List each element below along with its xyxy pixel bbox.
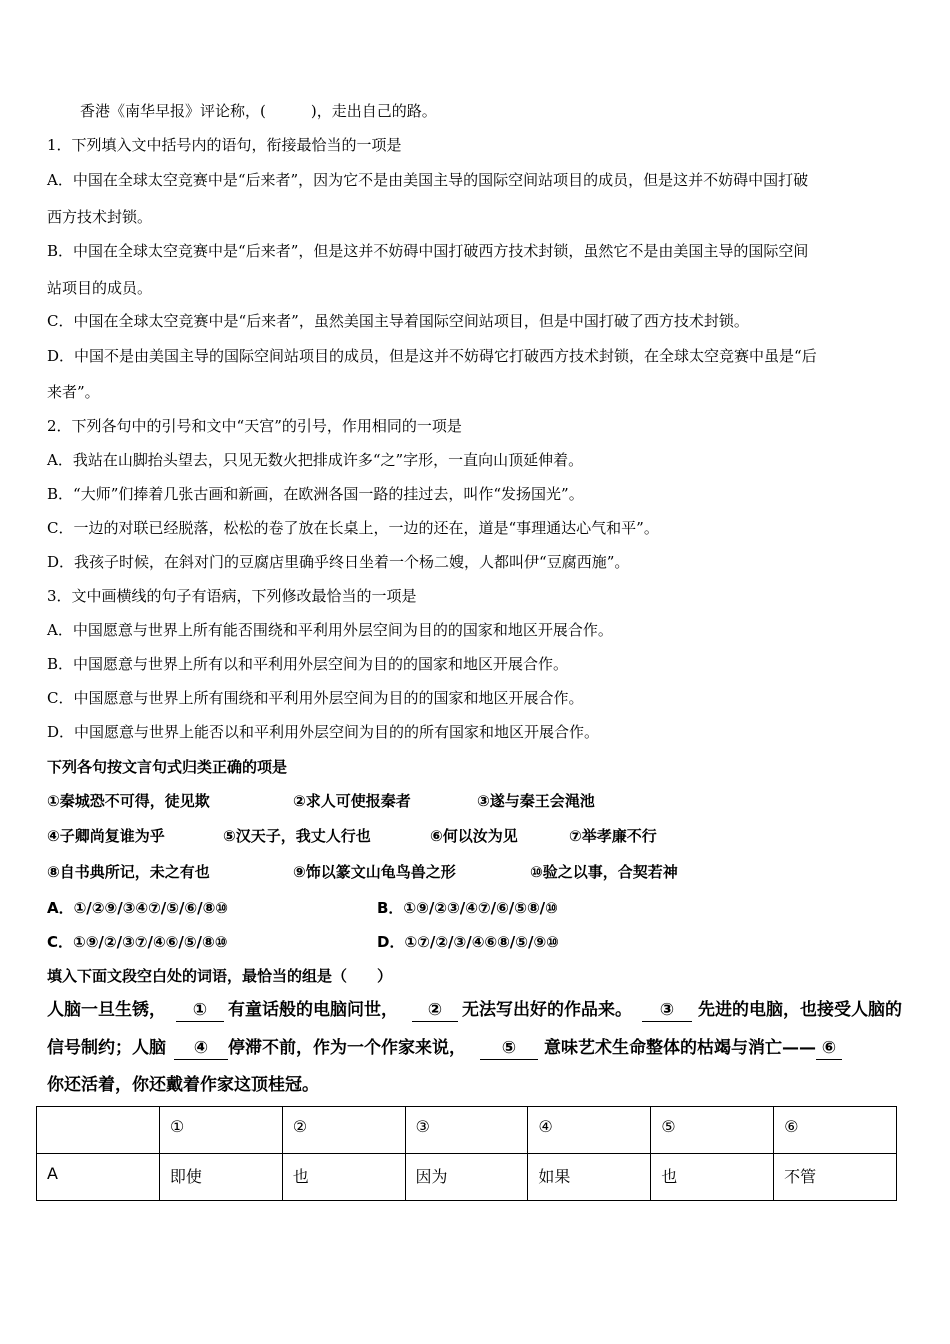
blank-3: ③ [642,999,692,1022]
q4-option-c: C．①⑨/②/③⑦/④⑥/⑤/⑧⑩ [47,933,228,951]
q1-option-c: C．中国在全球太空竞赛中是“后来者”，虽然美国主导着国际空间站项目，但是中国打破了西方技术封锁。 [47,312,749,330]
q2-stem: 2．下列各句中的引号和文中“天宫”的引号，作用相同的一项是 [47,417,462,435]
table-cell: ④ [528,1107,651,1154]
table-cell: 不管 [774,1154,897,1201]
table-cell: 即使 [159,1154,282,1201]
table-cell: ① [159,1107,282,1154]
q4-sentence-7: ⑦举孝廉不行 [569,827,657,845]
table-cell [37,1107,160,1154]
intro-text: 香港《南华早报》评论称，( )，走出自己的路。 [80,102,437,120]
q2-option-a: A．我站在山脚抬头望去，只见无数火把排成许多“之”字形，一直向山顶延伸着。 [47,451,584,469]
q4-option-a: A．①/②⑨/③④⑦/⑤/⑥/⑧⑩ [47,899,229,917]
blank-2: ② [412,999,458,1022]
blank-5: ⑤ [480,1037,538,1060]
q3-option-c: C．中国愿意与世界上所有围绕和平利用外层空间为目的的国家和地区开展合作。 [47,689,584,707]
q3-option-a: A．中国愿意与世界上所有能否围绕和平利用外层空间为目的的国家和地区开展合作。 [47,621,613,639]
q5-text-segment: 无法写出好的作品来。 [462,1000,632,1020]
q4-option-b: B．①⑨/②③/④⑦/⑥/⑤⑧/⑩ [377,899,558,917]
q5-text-segment: 人脑一旦生锈， [47,1000,166,1020]
q4-sentences-row1 [47,790,910,812]
q5-text-segment: 意味艺术生命整体的枯竭与消亡—— [544,1038,816,1058]
q4-sentence-3: ③遂与秦王会渑池 [477,792,595,810]
q5-text-segment: 先进的电脑，也接受人脑的 [698,1000,902,1020]
q4-sentence-5: ⑤汉天子，我丈人行也 [223,827,371,845]
q5-stem: 填入下面文段空白处的词语，最恰当的组是（ ） [47,967,393,985]
q4-sentences-row3 [47,861,910,883]
q4-sentence-9: ⑨饰以篆文山龟鸟兽之形 [293,863,456,881]
q5-text-segment: 停滞不前，作为一个作家来说， [228,1038,466,1058]
blank-6: ⑥ [816,1037,842,1060]
q1-option-b: B．中国在全球太空竞赛中是“后来者”，但是这并不妨碍中国打破西方技术封锁，虽然它不是由美国主导的国际空间 [47,242,809,260]
table-cell: 因为 [405,1154,528,1201]
answer-table [36,1106,897,1201]
q1-option-a-cont: 西方技术封锁。 [47,208,153,226]
q5-passage-line1 [47,999,910,1022]
table-cell: ⑥ [774,1107,897,1154]
q4-sentences-row2 [47,825,910,847]
q4-sentence-10: ⑩验之以事，合契若神 [530,863,678,881]
q1-stem: 1．下列填入文中括号内的语句，衔接最恰当的一项是 [47,136,402,154]
q2-option-c: C．一边的对联已经脱落，松松的卷了放在长桌上，一边的还在，道是“事理通达心气和平”。 [47,519,659,537]
q4-sentence-1: ①秦城恐不可得，徒见欺 [47,792,210,810]
q4-options-row2 [47,931,910,953]
q3-option-d: D．中国愿意与世界上能否以和平利用外层空间为目的的所有国家和地区开展合作。 [47,723,600,741]
blank-1: ① [176,999,224,1022]
q2-option-b: B．“大师”们捧着几张古画和新画，在欧洲各国一路的挂过去，叫作“发扬国光”。 [47,485,584,503]
q4-sentence-6: ⑥何以汝为见 [430,827,518,845]
table-cell: 如果 [528,1154,651,1201]
q4-sentence-8: ⑧自书典所记，未之有也 [47,863,210,881]
q4-sentence-2: ②求人可使报秦者 [293,792,411,810]
q1-option-d-cont: 来者”。 [47,383,100,401]
q3-stem: 3．文中画横线的句子有语病，下列修改最恰当的一项是 [47,587,417,605]
table-row [37,1154,897,1201]
q4-stem: 下列各句按文言句式归类正确的项是 [47,758,288,776]
table-cell: ③ [405,1107,528,1154]
table-cell: A [37,1154,160,1201]
q4-options-row1 [47,897,910,919]
q1-option-d: D．中国不是由美国主导的国际空间站项目的成员，但是这并不妨碍它打破西方技术封锁，在全球太空竞赛中虽是“后 [47,347,817,365]
q4-option-d: D．①⑦/②/③/④⑥⑧/⑤/⑨⑩ [377,933,559,951]
table-cell: ⑤ [651,1107,774,1154]
q5-text-segment: 有童话般的电脑问世， [228,1000,398,1020]
table-cell: ② [282,1107,405,1154]
q1-option-b-cont: 站项目的成员。 [47,279,153,297]
q5-text-segment: 信号制约；人脑 [47,1038,166,1058]
table-cell: 也 [282,1154,405,1201]
q2-option-d: D．我孩子时候，在斜对门的豆腐店里确乎终日坐着一个杨二嫂，人都叫伊“豆腐西施”。 [47,553,630,571]
q5-passage-line2 [47,1037,910,1060]
q3-option-b: B．中国愿意与世界上所有以和平利用外层空间为目的的国家和地区开展合作。 [47,655,569,673]
q4-sentence-4: ④子卿尚复谁为乎 [47,827,165,845]
blank-4: ④ [174,1037,228,1060]
q1-option-a: A．中国在全球太空竞赛中是“后来者”，因为它不是由美国主导的国际空间站项目的成员，但是这并不妨碍中国打破 [47,171,809,189]
table-header-row [37,1107,897,1154]
table-cell: 也 [651,1154,774,1201]
q5-passage-line3: 你还活着，你还戴着作家这顶桂冠。 [47,1075,319,1095]
